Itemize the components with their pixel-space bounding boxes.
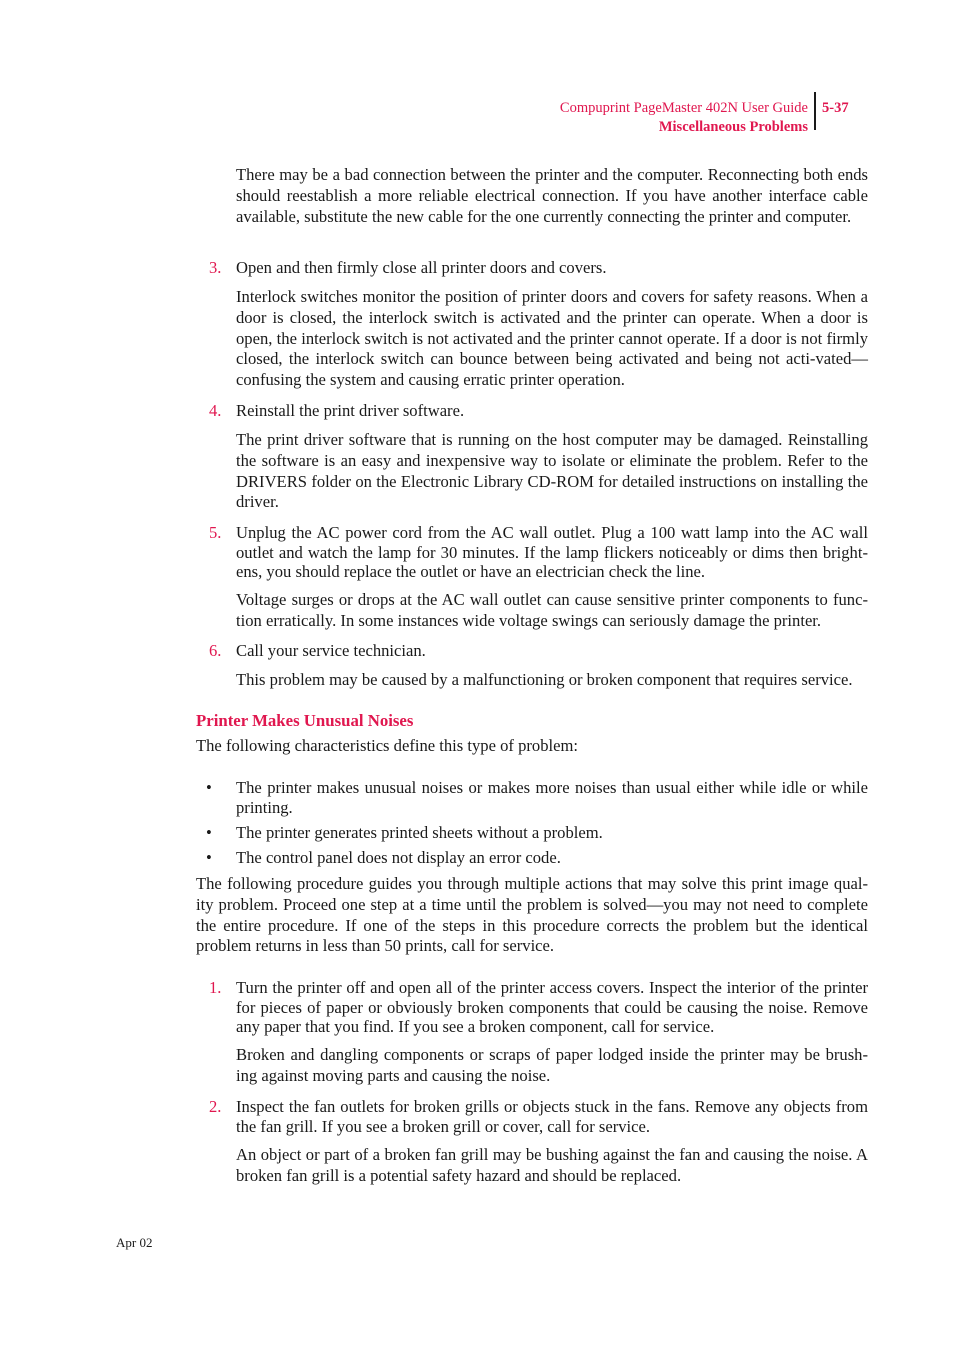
step-number: 4. (209, 401, 222, 420)
step-number: 2. (209, 1097, 222, 1116)
step-detail: Voltage surges or drops at the AC wall outlet can cause sensitive printer components to func-tion erratically. In some instances wide voltage swings can seriously damage the printer. (236, 590, 868, 630)
page-number: 5-37 (822, 100, 849, 116)
step-detail: Interlock switches monitor the position of printer doors and covers for safety reasons. When a door is closed, the interlock switch is activated and the printer can operate. When a door is open, the interlock switch is not activated and the printer cannot operate. If a door is not firmly closed, the interlock switch can bounce between being activated and being not acti-vated—confusing the system and causing erratic printer operation. (236, 287, 868, 390)
step-detail: Broken and dangling components or scraps of paper lodged inside the printer may be brush-ing against moving parts and causing the noise. (236, 1045, 868, 1085)
section-title: Miscellaneous Problems (658, 119, 808, 135)
section-lead: The following characteristics define this type of problem: (196, 736, 578, 755)
step-text: Inspect the fan outlets for broken grills or objects stuck in the fans. Remove any objects from the fan grill. If you see a broken grill or cover, call for service. (236, 1097, 868, 1136)
step-number: 1. (209, 978, 222, 997)
procedure-paragraph: The following procedure guides you through multiple actions that may solve this print image qual-ity problem. Proceed one step at a time until the problem is solved—you may not need to complete the entire procedure. If one of the steps in this procedure corrects the problem but the identical problem returns in less than 50 prints, call for service. (196, 874, 868, 956)
step-number: 3. (209, 258, 222, 277)
bullet-item: The control panel does not display an error code. (236, 848, 561, 867)
bullet-item: The printer makes unusual noises or makes more noises than usual either while idle or while printing. (236, 778, 868, 817)
intro-paragraph: There may be a bad connection between the printer and the computer. Reconnecting both ends should reestablish a more reliable electrical connection. If you have another interface cable available, substitute the new cable for the one currently connecting the printer and computer. (236, 165, 868, 226)
step-text: Turn the printer off and open all of the printer access covers. Inspect the interior of the printer for pieces of paper or obviously broken components that could be causing the noise. Remove any paper that you find. If you see a broken component, call for service. (236, 978, 868, 1036)
step-number: 5. (209, 523, 222, 542)
section-heading: Printer Makes Unusual Noises (196, 711, 414, 730)
step-detail: The print driver software that is running on the host computer may be damaged. Reinstalling the software is an easy and inexpensive way to isolate or eliminate the problem. Refer to the DRIVERS folder on the Electronic Library CD-ROM for detailed instructions on installing the driver. (236, 430, 868, 512)
step-text: Unplug the AC power cord from the AC wall outlet. Plug a 100 watt lamp into the AC wall outlet and watch the lamp for 30 minutes. If the lamp flickers noticeably or dims then bright-ens, you should replace the outlet or have an electrician check the line. (236, 523, 868, 581)
step-detail: An object or part of a broken fan grill may be bushing against the fan and causing the noise. A broken fan grill is a potential safety hazard and should be replaced. (236, 1145, 868, 1185)
step-detail: This problem may be caused by a malfunctioning or broken component that requires service. (236, 670, 853, 689)
step-text: Call your service technician. (236, 641, 426, 660)
bullet-glyph: • (206, 823, 212, 842)
bullet-item: The printer generates printed sheets without a problem. (236, 823, 603, 842)
step-number: 6. (209, 641, 222, 660)
guide-title: Compuprint PageMaster 402N User Guide (559, 100, 808, 116)
header-divider (814, 92, 816, 130)
bullet-glyph: • (206, 848, 212, 867)
step-text: Reinstall the print driver software. (236, 401, 465, 420)
footer-date: Apr 02 (116, 1235, 153, 1250)
bullet-glyph: • (206, 778, 212, 797)
step-text: Open and then firmly close all printer doors and covers. (236, 258, 607, 277)
running-header (560, 99, 808, 137)
